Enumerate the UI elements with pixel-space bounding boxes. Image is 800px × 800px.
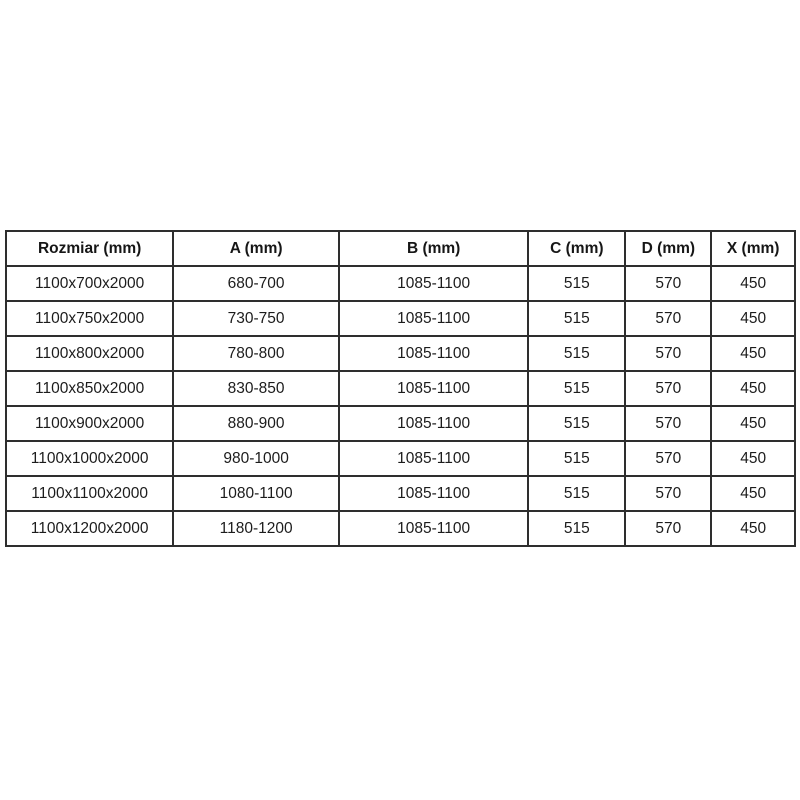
cell-x: 450	[711, 441, 795, 476]
column-header-c: C (mm)	[528, 231, 625, 266]
cell-b: 1085-1100	[339, 336, 528, 371]
cell-a: 1180-1200	[173, 511, 339, 546]
table-row	[6, 476, 795, 511]
cell-x: 450	[711, 336, 795, 371]
cell-c: 515	[528, 441, 625, 476]
cell-d: 570	[625, 476, 711, 511]
cell-c: 515	[528, 406, 625, 441]
cell-b: 1085-1100	[339, 266, 528, 301]
cell-c: 515	[528, 511, 625, 546]
table-header-row	[6, 231, 795, 266]
cell-c: 515	[528, 371, 625, 406]
cell-a: 780-800	[173, 336, 339, 371]
cell-b: 1085-1100	[339, 511, 528, 546]
cell-a: 1080-1100	[173, 476, 339, 511]
cell-x: 450	[711, 266, 795, 301]
table-row	[6, 511, 795, 546]
cell-d: 570	[625, 371, 711, 406]
cell-a: 880-900	[173, 406, 339, 441]
cell-a: 730-750	[173, 301, 339, 336]
cell-a: 830-850	[173, 371, 339, 406]
table-row	[6, 371, 795, 406]
table-row	[6, 336, 795, 371]
column-header-x: X (mm)	[711, 231, 795, 266]
cell-c: 515	[528, 301, 625, 336]
cell-d: 570	[625, 336, 711, 371]
cell-b: 1085-1100	[339, 406, 528, 441]
cell-x: 450	[711, 301, 795, 336]
table-row	[6, 301, 795, 336]
cell-x: 450	[711, 406, 795, 441]
cell-d: 570	[625, 406, 711, 441]
cell-d: 570	[625, 511, 711, 546]
column-header-a: A (mm)	[173, 231, 339, 266]
table-row	[6, 406, 795, 441]
cell-rozmiar: 1100x700x2000	[6, 266, 173, 301]
cell-b: 1085-1100	[339, 301, 528, 336]
table-row	[6, 266, 795, 301]
table-row	[6, 441, 795, 476]
cell-a: 680-700	[173, 266, 339, 301]
cell-x: 450	[711, 511, 795, 546]
cell-rozmiar: 1100x800x2000	[6, 336, 173, 371]
cell-c: 515	[528, 476, 625, 511]
cell-b: 1085-1100	[339, 441, 528, 476]
cell-rozmiar: 1100x850x2000	[6, 371, 173, 406]
cell-c: 515	[528, 266, 625, 301]
cell-d: 570	[625, 266, 711, 301]
cell-rozmiar: 1100x1200x2000	[6, 511, 173, 546]
cell-b: 1085-1100	[339, 476, 528, 511]
cell-rozmiar: 1100x900x2000	[6, 406, 173, 441]
cell-rozmiar: 1100x1000x2000	[6, 441, 173, 476]
cell-x: 450	[711, 371, 795, 406]
cell-rozmiar: 1100x750x2000	[6, 301, 173, 336]
cell-d: 570	[625, 441, 711, 476]
column-header-d: D (mm)	[625, 231, 711, 266]
column-header-b: B (mm)	[339, 231, 528, 266]
cell-x: 450	[711, 476, 795, 511]
dimensions-table	[5, 230, 796, 547]
cell-rozmiar: 1100x1100x2000	[6, 476, 173, 511]
cell-d: 570	[625, 301, 711, 336]
column-header-rozmiar: Rozmiar (mm)	[6, 231, 173, 266]
cell-c: 515	[528, 336, 625, 371]
cell-b: 1085-1100	[339, 371, 528, 406]
cell-a: 980-1000	[173, 441, 339, 476]
